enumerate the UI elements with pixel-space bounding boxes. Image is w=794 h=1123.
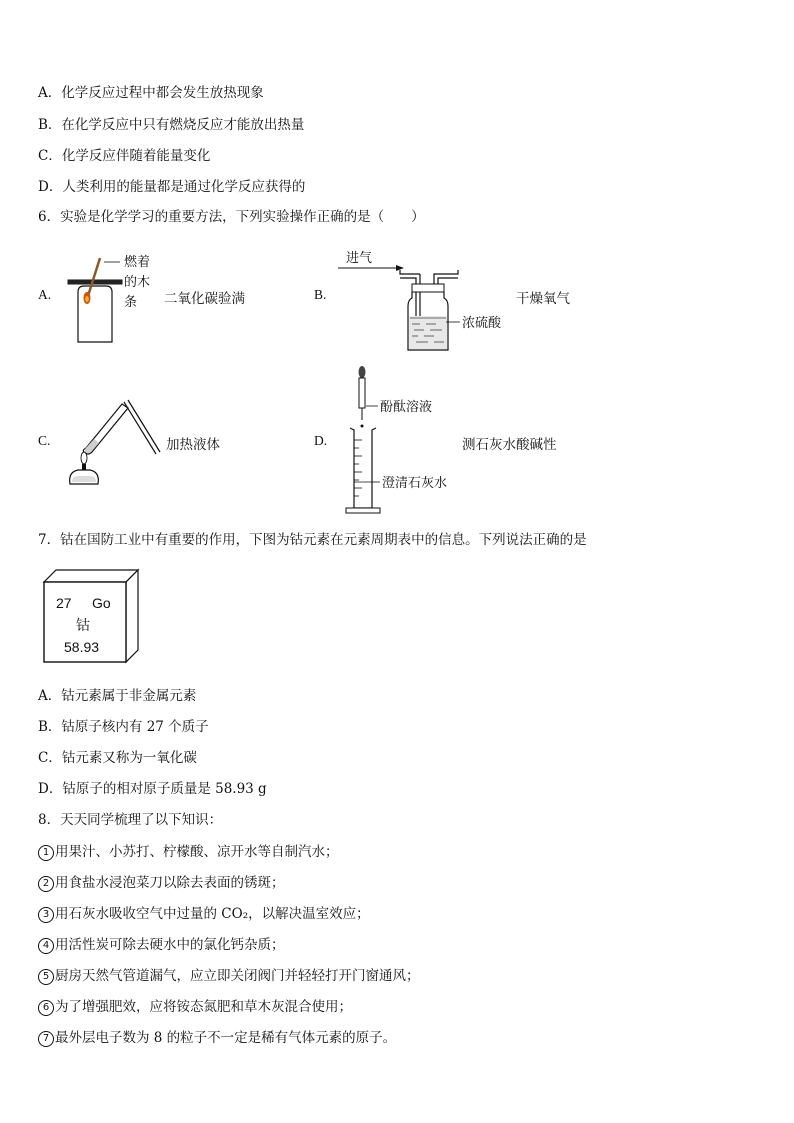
item-number-badge: 3 [38, 907, 54, 923]
q7-option-b: B．钴原子核内有 27 个质子 [38, 719, 209, 735]
q8-item-4 [38, 936, 285, 954]
item-text: 用石灰水吸收空气中过量的 CO₂，以解决温室效应； [55, 906, 370, 922]
item-number-badge: 6 [38, 1000, 54, 1016]
q6-d-label: D. [314, 433, 328, 448]
inlet-label: 进气 [346, 251, 373, 266]
element-name: 钴 [76, 617, 90, 633]
q7-option-a: A．钴元素属于非金属元素 [38, 688, 197, 704]
co2-figure-label-1: 燃着 [124, 255, 151, 270]
q8-item-1 [38, 843, 339, 861]
q6-a-label: A. [38, 287, 52, 302]
item-text: 用果汁、小苏打、柠檬酸、凉开水等自制汽水； [55, 844, 339, 860]
q7-option-d: D．钴原子的相对原子质量是 58.93 g [38, 781, 267, 797]
co2-test-figure [64, 250, 164, 346]
item-text: 厨房天然气管道漏气，应立即关闭阀门并轻轻打开门窗通风； [55, 968, 420, 984]
co2-figure-label-2: 的木 [124, 275, 151, 290]
dropper-cylinder-figure [336, 364, 476, 516]
q6-d-caption: 测石灰水酸碱性 [462, 437, 557, 453]
co2-figure-label-3: 条 [124, 295, 138, 310]
item-number-badge: 2 [38, 876, 54, 892]
q7-option-c: C．钴元素又称为一氧化碳 [38, 750, 197, 766]
q6-c-label: C. [38, 433, 51, 448]
q5-option-d: D．人类利用的能量都是通过化学反应获得的 [38, 179, 306, 195]
q8-stem: 8．天天同学梳理了以下知识： [38, 812, 223, 828]
liquid-label: 浓硫酸 [462, 316, 502, 331]
cylinder-label: 澄清石灰水 [382, 476, 448, 491]
q8-item-5 [38, 967, 420, 985]
gas-drying-figure [336, 244, 516, 356]
element-card [40, 566, 144, 666]
item-text: 用活性炭可除去硬水中的氯化钙杂质； [55, 937, 285, 953]
q5-option-b: B．在化学反应中只有燃烧反应才能放出热量 [38, 117, 305, 133]
item-number-badge: 4 [38, 938, 54, 954]
q8-item-7 [38, 1029, 396, 1047]
q5-option-c: C．化学反应伴随着能量变化 [38, 148, 211, 164]
q6-c-caption: 加热液体 [166, 437, 220, 453]
item-text: 最外层电子数为 8 的粒子不一定是稀有气体元素的原子。 [55, 1030, 397, 1046]
q6-stem: 6．实验是化学学习的重要方法，下列实验操作正确的是（ ） [38, 209, 425, 225]
dropper-label: 酚酞溶液 [380, 400, 433, 415]
item-text: 用食盐水浸泡菜刀以除去表面的锈斑； [55, 875, 285, 891]
heating-liquid-figure [64, 394, 164, 490]
item-text: 为了增强肥效，应将铵态氮肥和草木灰混合使用； [55, 999, 352, 1015]
q8-item-3 [38, 905, 370, 923]
q6-a-caption: 二氧化碳验满 [164, 291, 245, 307]
item-number-badge: 5 [38, 969, 54, 985]
item-number-badge: 1 [38, 845, 54, 861]
q8-item-2 [38, 874, 285, 892]
q8-item-6 [38, 998, 352, 1016]
item-number-badge: 7 [38, 1031, 54, 1047]
element-mass: 58.93 [64, 639, 100, 655]
element-symbol: Go [92, 595, 111, 611]
q6-b-caption: 干燥氧气 [516, 291, 570, 307]
element-number: 27 [56, 595, 72, 611]
q5-option-a: A．化学反应过程中都会发生放热现象 [38, 85, 264, 101]
q6-b-label: B. [314, 287, 327, 302]
q7-stem: 7．钴在国防工业中有重要的作用，下图为钴元素在元素周期表中的信息。下列说法正确的是 [38, 532, 587, 548]
